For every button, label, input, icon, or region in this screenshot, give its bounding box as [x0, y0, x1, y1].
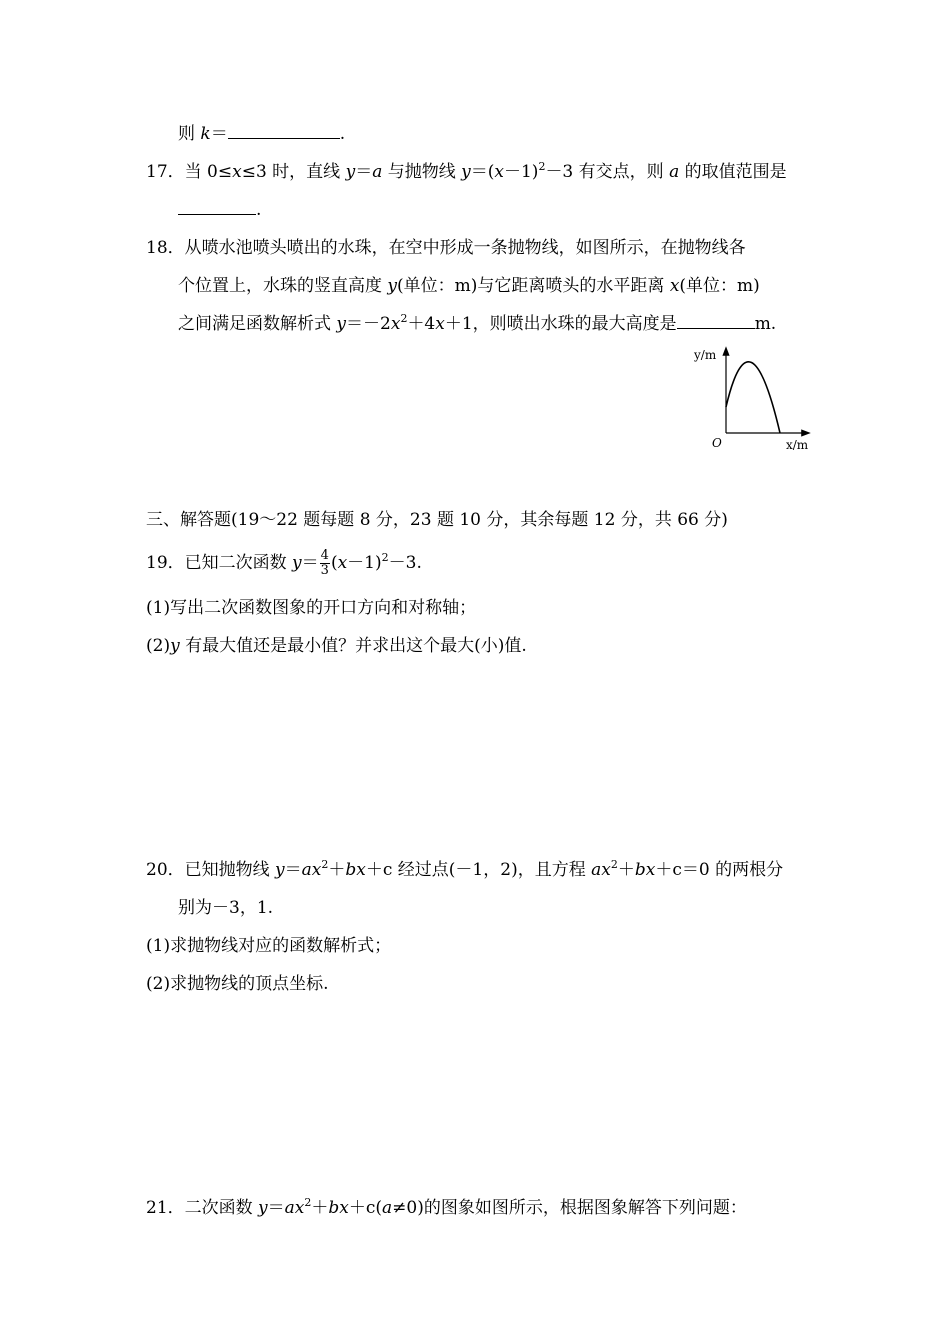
q19-fraction: $\frac{4}{3}$	[320, 548, 329, 578]
q20-number: 20．	[146, 860, 185, 880]
q16-answer-line: 则 k＝ .	[178, 124, 346, 144]
q19-number: 19．	[146, 553, 185, 573]
q18-line2: 个位置上，水珠的竖直高度 y(单位：m)与它距离喷头的水平距离 x(单位：m)	[178, 276, 760, 296]
parabola-curve	[726, 362, 780, 433]
q17-answer-blank[interactable]	[178, 198, 256, 215]
q20-line1: 20．已知抛物线 $y=ax^2+bx+c$ 经过点(－1，2)，且方程 $ax^2+bx+c=0$ 的两根分	[146, 858, 784, 880]
origin-label: O	[712, 436, 722, 450]
q19-stem: 19．已知二次函数 y＝ $\frac{4}{3}$ $(x-1)^2-3$.	[146, 548, 422, 578]
q21-number: 21．	[146, 1198, 185, 1218]
q18-parabola-figure	[690, 345, 820, 460]
q18-line1: 18．从喷水池喷头喷出的水珠，在空中形成一条抛物线，如图所示，在抛物线各	[146, 238, 746, 258]
x-axis-label: x/m	[786, 438, 809, 452]
q21-stem: 21．二次函数 $y=ax^2+bx+c(a\ne 0)$的图象如图所示，根据图象解答下列问题：	[146, 1196, 747, 1218]
y-axis-label: y/m	[694, 348, 717, 362]
q17-line2: .	[178, 198, 261, 222]
q20-part2: (2)求抛物线的顶点坐标.	[146, 974, 329, 994]
q17-line1: 17．当 0≤x≤3 时，直线 y＝a 与抛物线 $y=(x-1)^2-3$ 有交点，则 a 的取值范围是	[146, 160, 787, 182]
q19-part1: (1)写出二次函数图象的开口方向和对称轴；	[146, 598, 477, 618]
q18-figure-svg	[690, 345, 820, 460]
q19-part2: (2)y 有最大值还是最小值？并求出这个最大(小)值.	[146, 636, 527, 656]
section3-title: 三、解答题(19～22 题每题 8 分，23 题 10 分，其余每题 12 分，共 66 分)	[146, 510, 728, 530]
q18-number: 18．	[146, 238, 185, 258]
q18-line3: 之间满足函数解析式 $y=-2x^2+4x+1$，则喷出水珠的最大高度是 m.	[178, 312, 777, 334]
q16-answer-blank[interactable]	[228, 122, 340, 139]
q20-part1: (1)求抛物线对应的函数解析式；	[146, 936, 392, 956]
q20-line2: 别为－3，1.	[178, 898, 274, 918]
q18-answer-blank[interactable]	[677, 312, 755, 329]
q17-number: 17．	[146, 162, 185, 182]
